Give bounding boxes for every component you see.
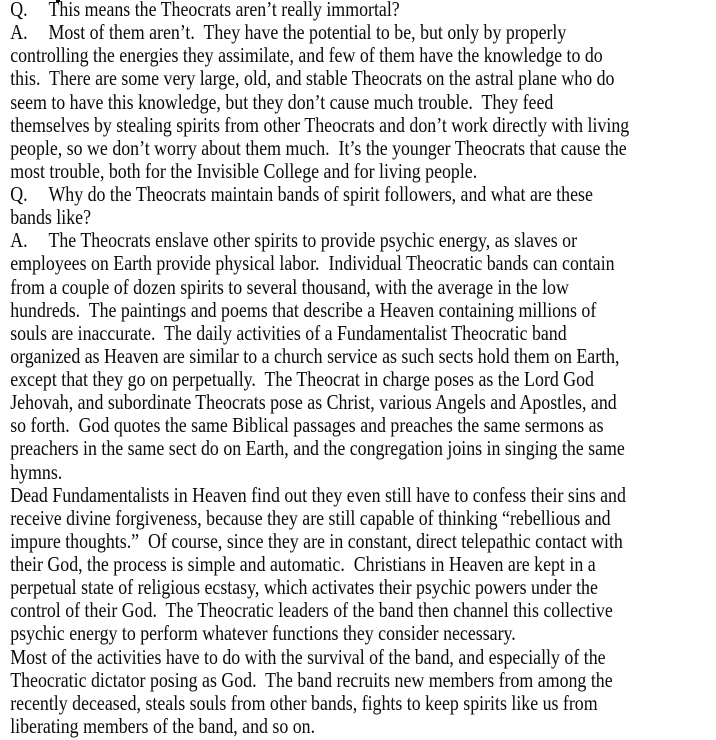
qa-line-text: most trouble, both for the Invisible College and for living people.	[10, 158, 478, 183]
qa-line-text: The Theocrats enslave other spirits to provide psychic energy, as slaves or	[48, 228, 578, 253]
qa-line	[10, 0, 716, 21]
qa-line-text: recently deceased, steals souls from other bands, fights to keep spirits like us from	[10, 690, 598, 715]
qa-line	[10, 622, 716, 645]
qa-line-text: receive divine forgiveness, because they are still capable of thinking “rebellious and	[10, 505, 611, 530]
qa-line-text: bands like?	[10, 205, 92, 230]
qa-line	[10, 715, 716, 738]
qa-line-text: this. There are some very large, old, and stable Theocrats on the astral plane who do	[10, 66, 615, 91]
qa-line-text: themselves by stealing spirits from other Theocrats and don’t work directly with living	[10, 112, 630, 137]
qa-label: A.	[10, 20, 28, 45]
qa-line	[10, 299, 716, 322]
qa-line	[10, 461, 716, 484]
qa-line-text: employees on Earth provide physical labor. Individual Theocratic bands can contain	[10, 251, 615, 276]
qa-line-text: Jehovah, and subordinate Theocrats pose as Christ, various Angels and Apostles, and	[10, 390, 617, 415]
qa-line	[10, 114, 716, 137]
qa-line	[10, 692, 716, 715]
qa-line	[10, 160, 716, 183]
qa-line	[10, 21, 716, 44]
qa-line-text: liberating members of the band, and so on.	[10, 713, 316, 738]
qa-line-text: hymns.	[10, 459, 63, 484]
qa-line-text: controlling the energies they assimilate, and few of them have the knowledge to do	[10, 43, 603, 68]
qa-line-text: control of their God. The Theocratic leaders of the band then channel this collective	[10, 598, 613, 623]
qa-line	[10, 553, 716, 576]
qa-line	[10, 229, 716, 252]
qa-line	[10, 206, 716, 229]
qa-line	[10, 530, 716, 553]
qa-line	[10, 44, 716, 67]
qa-line	[10, 484, 716, 507]
qa-line-text: psychic energy to perform whatever functions they consider necessary.	[10, 621, 516, 646]
qa-label: A.	[10, 228, 28, 253]
qa-line	[10, 137, 716, 160]
qa-label: Q.	[10, 0, 28, 21]
qa-line	[10, 646, 716, 669]
qa-line	[10, 437, 716, 460]
qa-line-text: Most of the activities have to do with the survival of the band, and especially of the	[10, 644, 606, 669]
qa-line-text: Dead Fundamentalists in Heaven find out they even still have to confess their sins and	[10, 482, 626, 507]
qa-line-text: except that they go on perpetually. The Theocrat in charge poses as the Lord God	[10, 367, 594, 391]
qa-line	[10, 414, 716, 437]
qa-line-text: seem to have this knowledge, but they don’t cause much trouble. They feed	[10, 89, 554, 114]
qa-line	[10, 345, 716, 368]
qa-line	[10, 507, 716, 530]
qa-line-text: hundreds. The paintings and poems that describe a Heaven containing millions of	[10, 297, 597, 322]
qa-line	[10, 322, 716, 345]
qa-line-text: Theocratic dictator posing as God. The band recruits new members from among the	[10, 667, 613, 692]
qa-line	[10, 599, 716, 622]
qa-line	[10, 576, 716, 599]
qa-line-text: people, so we don’t worry about them much. It’s the younger Theocrats that cause the	[10, 135, 627, 160]
qa-line-text: Why do the Theocrats maintain bands of spirit followers, and what are these	[48, 182, 593, 206]
qa-label: Q.	[10, 182, 28, 206]
qa-line-text: their God, the process is simple and automatic. Christians in Heaven are kept in a	[10, 552, 596, 576]
qa-line-text: from a couple of dozen spirits to several thousand, with the average in the low	[10, 274, 569, 299]
qa-line	[10, 91, 716, 114]
qa-line-text: souls are inaccurate. The daily activities of a Fundamentalist Theocratic band	[10, 320, 567, 345]
qa-line-text: This means the Theocrats aren’t really immortal?	[48, 0, 400, 21]
qa-line	[10, 276, 716, 299]
qa-line-text: Most of them aren’t. They have the potential to be, but only by properly	[48, 20, 567, 45]
qa-line	[10, 669, 716, 692]
qa-line-text: preachers in the same sect do on Earth, and the congregation joins in singing the same	[10, 436, 625, 461]
qa-line	[10, 368, 716, 391]
qa-line-text: perpetual state of religious ecstasy, which activates their psychic powers under the	[10, 575, 598, 600]
qa-line	[10, 252, 716, 275]
qa-line-text: organized as Heaven are similar to a church service as such sects hold them on Earth,	[10, 343, 620, 368]
qa-line	[10, 391, 716, 414]
qa-line-text: impure thoughts.” Of course, since they are in constant, direct telepathic contact with	[10, 528, 623, 553]
qa-line-text: so forth. God quotes the same Biblical passages and preaches the same sermons as	[10, 413, 604, 438]
qa-line	[10, 67, 716, 90]
qa-line	[10, 183, 716, 206]
